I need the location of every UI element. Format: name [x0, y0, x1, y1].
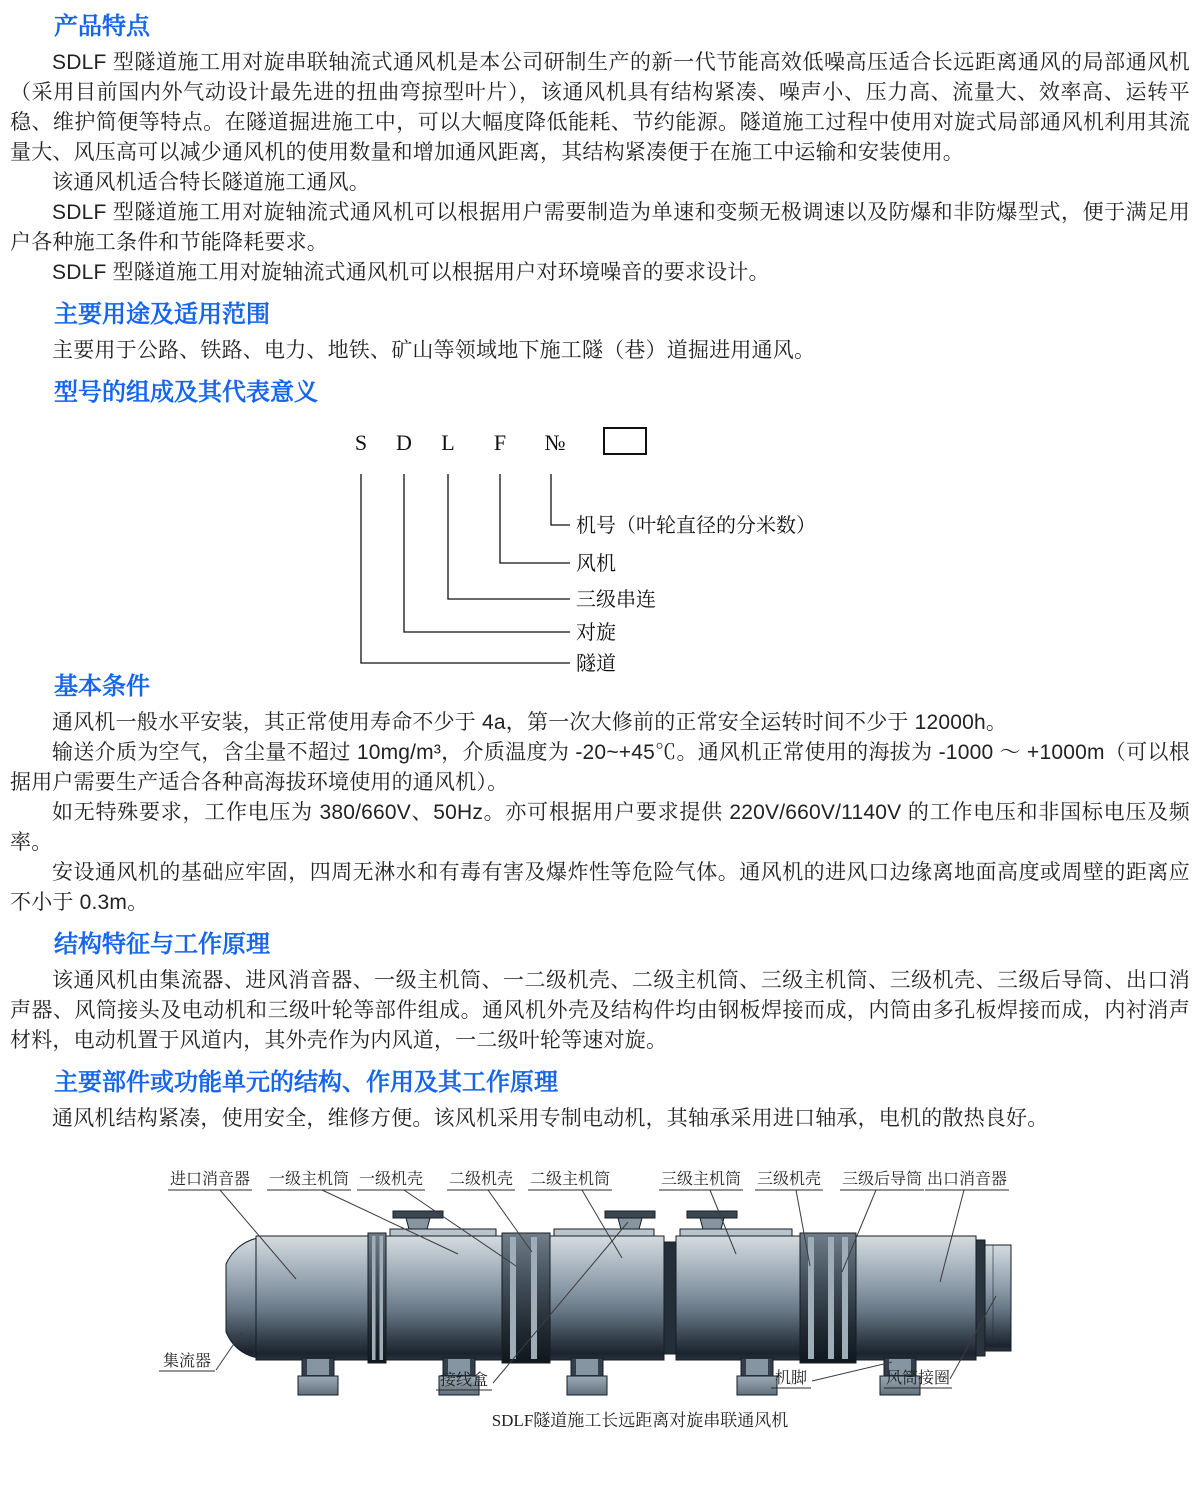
model-meaning-number: 机号（叶轮直径的分米数） [576, 515, 816, 537]
model-meaning-fan: 风机 [576, 553, 616, 575]
fan-section-inlet-silencer [256, 1236, 368, 1360]
paragraph-features-3: SDLF 型隧道施工用对旋轴流式通风机可以根据用户需要制造为单速和变频无极调速以及防爆和非防爆型式，便于满足用户各种施工条件和节能降耗要求。 [10, 201, 1190, 254]
section-heading-usage: 主要用途及适用范围 [54, 301, 270, 328]
fan-part-label-stage1-casing: 一级主机筒 [268, 1171, 350, 1188]
fan-part-label-junction-box: 接线盒 [439, 1372, 489, 1389]
paragraph-conditions-2: 输送介质为空气，含尘量不超过 10mg/m³，介质温度为 -20~+45℃。通风机正常使用的海拔为 -1000 ～ +1000m（可以根据用户需要生产适合各种高海拔环境使用的通风机）。 [10, 741, 1190, 794]
paragraph-features-2: 该通风机适合特长隧道施工通风。 [52, 171, 370, 194]
model-composition-diagram [10, 414, 1190, 672]
paragraph-features-4: SDLF 型隧道施工用对旋轴流式通风机可以根据用户对环境噪音的要求设计。 [52, 261, 770, 284]
model-letter-s: S [354, 430, 368, 455]
model-meaning-counter-rotating: 对旋 [576, 622, 616, 644]
fan-part-label-stage3-shell: 三级机壳 [756, 1171, 822, 1188]
fan-section-outlet-silencer [856, 1236, 976, 1360]
section-heading-parts: 主要部件或功能单元的结构、作用及其工作原理 [54, 1069, 558, 1096]
paragraph-usage-1: 主要用于公路、铁路、电力、地铁、矿山等领域地下施工隧（巷）道掘进用通风。 [52, 339, 816, 362]
fan-section-stage1-casing [386, 1236, 502, 1360]
fan-section-stage3-casing [676, 1236, 800, 1360]
fan-part-label-collector: 集流器 [162, 1353, 212, 1370]
fan-part-label-foot: 机脚 [774, 1370, 808, 1387]
section-heading-conditions: 基本条件 [54, 673, 150, 700]
fan-flange-1 [368, 1233, 386, 1363]
model-letter-f: F [493, 430, 507, 455]
fan-diagram-caption: SDLF隧道施工长远距离对旋串联通风机 [491, 1411, 789, 1430]
fan-part-label-stage1-shell: 一级机壳 [358, 1171, 424, 1188]
paragraph-features-1: SDLF 型隧道施工用对旋串联轴流式通风机是本公司研制生产的新一代节能高效低噪高压适合长远距离通风的局部通风机（采用目前国内外气动设计最先进的扭曲弯掠型叶片），该通风机具有结构紧凑、噪声小、压力高、流量大、效率高、运转平稳、维护简便等特点。在隧道掘进施工中，可以大幅度降低能耗、节约能源。隧道施工过程中使用对旋式局部通风机利用其流量大、风压高可以减少通风机的使用数量和增加通风距离，其结构紧凑便于在施工中运输和安装使用。 [10, 51, 1190, 164]
fan-part-label-stage3-casing: 三级主机筒 [660, 1171, 742, 1188]
model-letter-l: L [441, 430, 455, 455]
paragraph-conditions-3: 如无特殊要求，工作电压为 380/660V、50Hz。亦可根据用户要求提供 220V/660V/1140V 的工作电压和非国标电压及频率。 [10, 801, 1190, 854]
section-heading-structure: 结构特征与工作原理 [54, 931, 270, 958]
fan-structure-diagram [10, 1154, 1190, 1469]
model-letter-no: № [544, 430, 566, 455]
paragraph-conditions-1: 通风机一般水平安装，其正常使用寿命不少于 4a，第一次大修前的正常安全运转时间不少于 12000h。 [52, 711, 1008, 734]
model-number-box [604, 428, 646, 454]
paragraph-structure-1: 该通风机由集流器、进风消音器、一级主机筒、一二级机壳、二级主机筒、三级主机筒、三级机壳、三级后导筒、出口消声器、风筒接头及电动机和三级叶轮等部件组成。通风机外壳及结构件均由钢板焊接而成，内筒由多孔板焊接而成，内衬消声材料，电动机置于风道内，其外壳作为内风道，一二级叶轮等速对旋。 [10, 969, 1190, 1052]
paragraph-conditions-4: 安设通风机的基础应牢固，四周无淋水和有毒有害及爆炸性等危险气体。通风机的进风口边缘离地面高度或周壁的距离应不小于 0.3m。 [10, 861, 1190, 914]
fan-section-collector [226, 1238, 258, 1358]
model-diagram-svg [10, 414, 1200, 672]
fan-part-label-outlet-silencer: 出口消音器 [926, 1171, 1008, 1188]
fan-mounting-feet [298, 1358, 920, 1395]
fan-joint-gap [664, 1242, 676, 1354]
fan-part-label-rear-guide: 三级后导筒 [841, 1171, 923, 1188]
fan-illustration [226, 1211, 1011, 1395]
fan-part-label-stage2-shell: 二级机壳 [448, 1171, 514, 1188]
fan-part-label-duct-collar: 风筒接圈 [885, 1370, 951, 1387]
fan-section-duct-collar [985, 1245, 1011, 1351]
model-meaning-three-stage: 三级串连 [576, 589, 656, 611]
fan-end-ring [976, 1240, 985, 1356]
fan-part-label-stage2-casing: 二级主机筒 [529, 1171, 611, 1188]
model-meaning-tunnel: 隧道 [576, 653, 616, 672]
section-heading-model: 型号的组成及其代表意义 [54, 379, 318, 406]
paragraph-parts-1: 通风机结构紧凑，使用安全，维修方便。该风机采用专制电动机，其轴承采用进口轴承，电机的散热良好。 [52, 1107, 1049, 1130]
fan-section-stage2-casing [550, 1236, 664, 1360]
fan-part-label-inlet-silencer: 进口消音器 [169, 1171, 251, 1188]
model-letter-d: D [396, 430, 412, 455]
model-diagram-lines [361, 474, 570, 663]
section-heading-features: 产品特点 [54, 13, 150, 40]
fan-diagram-svg [10, 1154, 1200, 1469]
